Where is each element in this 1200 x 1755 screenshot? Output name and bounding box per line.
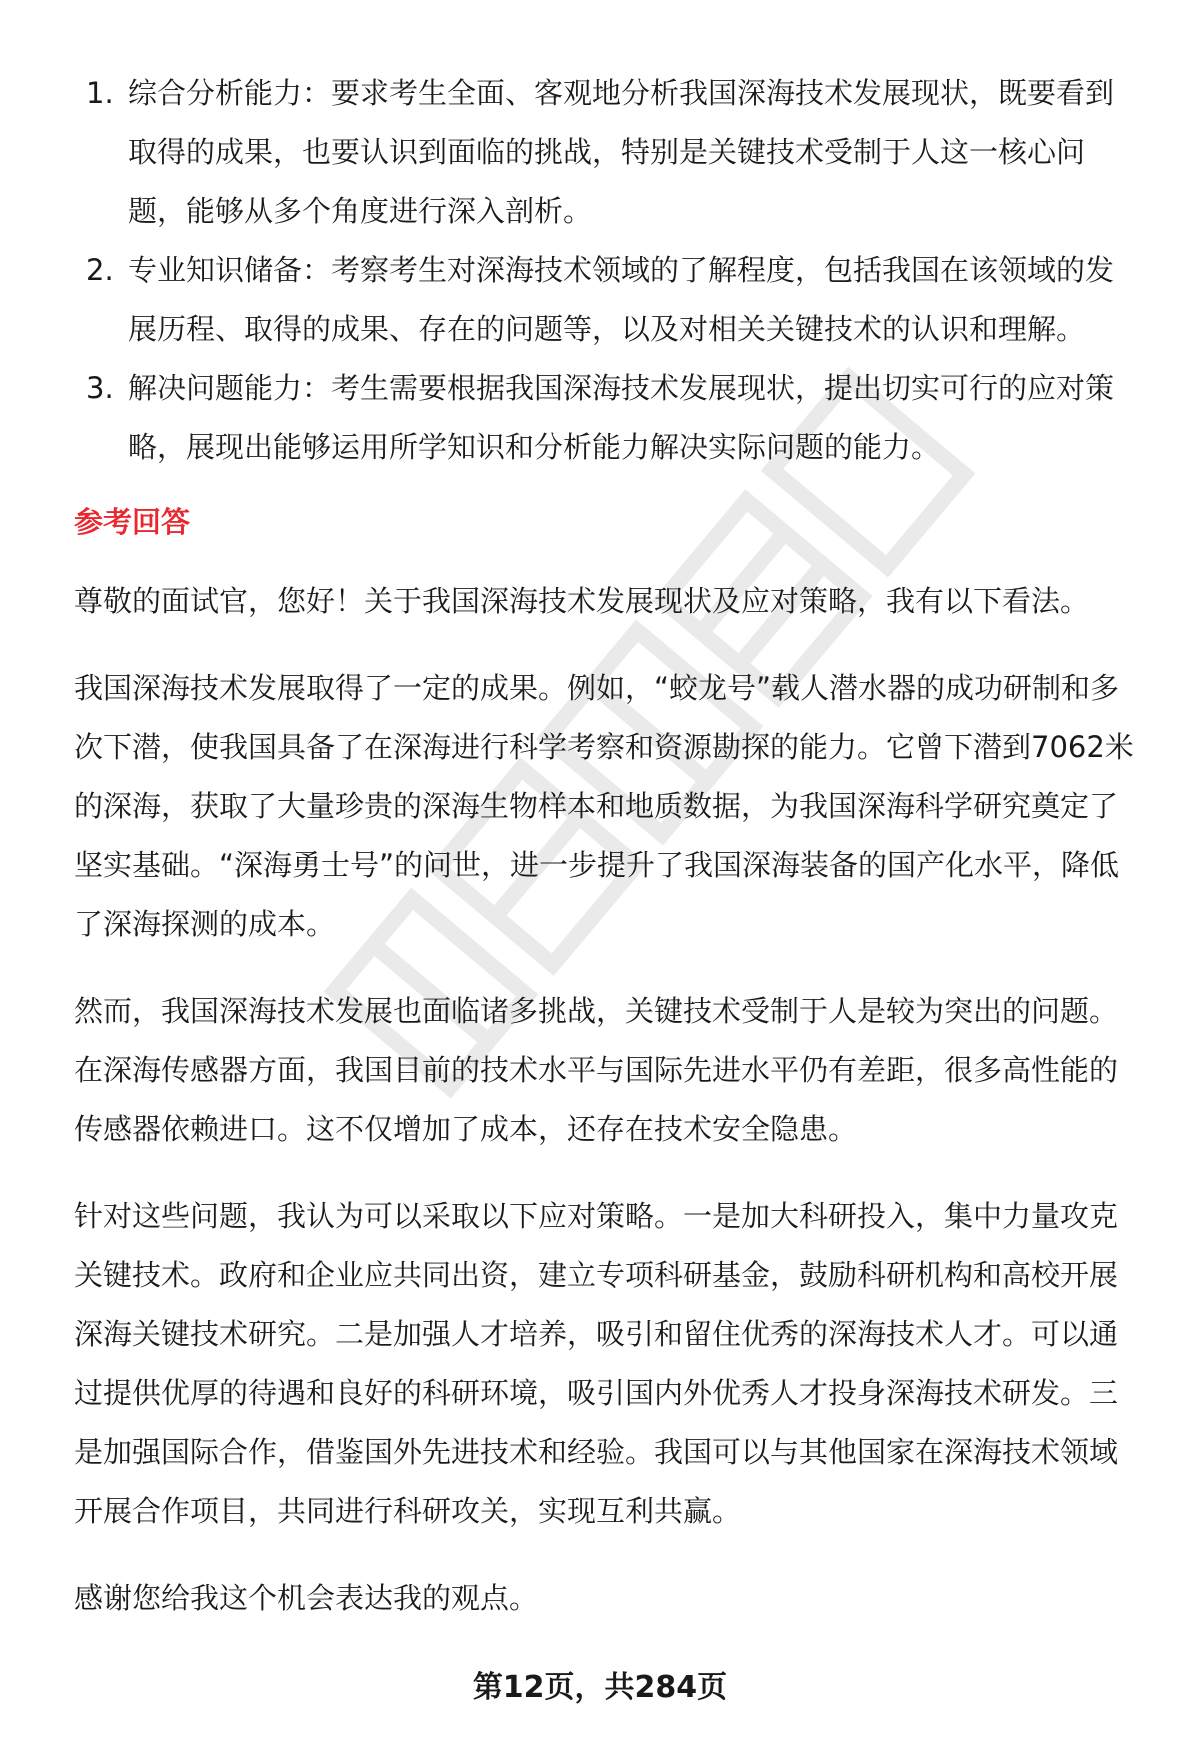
list-item bbox=[74, 241, 1138, 359]
list-item-number: 3. bbox=[86, 371, 114, 405]
criteria-list bbox=[74, 64, 1138, 477]
paragraph: 然而，我国深海技术发展也面临诸多挑战，关键技术受制于人是较为突出的问题。在深海传感器方面，我国目前的技术水平与国际先进水平仍有差距，很多高性能的传感器依赖进口。这不仅增加了成本，还存在技术安全隐患。 bbox=[74, 994, 1119, 1146]
list-item-number: 2. bbox=[86, 253, 114, 287]
list-item-text: 专业知识储备：考察考生对深海技术领域的了解程度，包括我国在该领域的发展历程、取得的成果、存在的问题等，以及对相关关键技术的认识和理解。 bbox=[128, 253, 1115, 346]
paragraph: 我国深海技术发展取得了一定的成果。例如，“蛟龙号”载人潜水器的成功研制和多次下潜，使我国具备了在深海进行科学考察和资源勘探的能力。它曾下潜到7062米的深海，获取了大量珍贵的深海生物样本和地质数据，为我国深海科学研究奠定了坚实基础。“深海勇士号”的问世，进一步提升了我国深海装备的国产化水平，降低了深海探测的成本。 bbox=[74, 671, 1134, 941]
paragraph: 针对这些问题，我认为可以采取以下应对策略。一是加大科研投入，集中力量攻克关键技术。政府和企业应共同出资，建立专项科研基金，鼓励科研机构和高校开展深海关键技术研究。二是加强人才培养，吸引和留住优秀的深海技术人才。可以通过提供优厚的待遇和良好的科研环境，吸引国内外优秀人才投身深海技术研发。三是加强国际合作，借鉴国外先进技术和经验。我国可以与其他国家在深海技术领域开展合作项目，共同进行科研攻关，实现互利共赢。 bbox=[74, 1199, 1119, 1528]
paragraph: 尊敬的面试官，您好！关于我国深海技术发展现状及应对策略，我有以下看法。 bbox=[74, 584, 1090, 618]
paragraph: 感谢您给我这个机会表达我的观点。 bbox=[74, 1581, 539, 1615]
list-item bbox=[74, 359, 1138, 477]
list-item-number: 1. bbox=[86, 76, 114, 110]
page-number-footer: 第12页，共284页 bbox=[472, 1670, 728, 1705]
section-heading: 参考回答 bbox=[74, 505, 191, 539]
list-item-text: 解决问题能力：考生需要根据我国深海技术发展现状，提出切实可行的应对策略，展现出能够运用所学知识和分析能力解决实际问题的能力。 bbox=[128, 371, 1115, 464]
list-item bbox=[74, 64, 1138, 241]
list-item-text: 综合分析能力：要求考生全面、客观地分析我国深海技术发展现状，既要看到取得的成果，也要认识到面临的挑战，特别是关键技术受制于人这一核心问题，能够从多个角度进行深入剖析。 bbox=[128, 76, 1115, 228]
